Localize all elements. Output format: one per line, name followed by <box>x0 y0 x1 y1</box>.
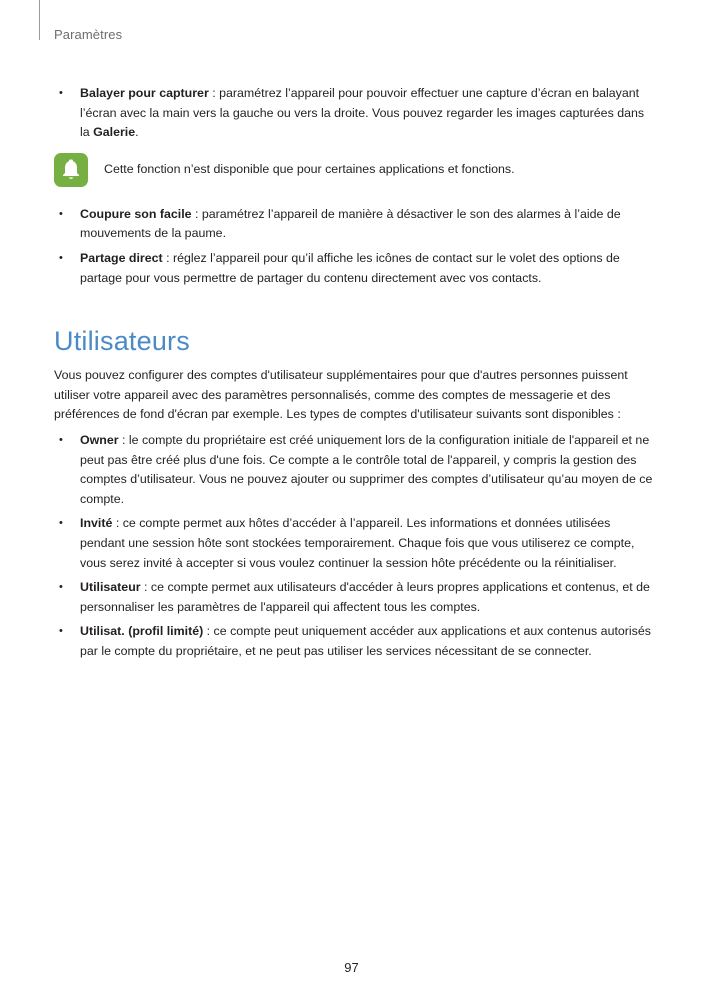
item-term: Partage direct <box>80 250 163 265</box>
item-text: : ce compte permet aux hôtes d’accéder à l’appareil. Les informations et données utilisées pendant une session hôte sont stockées temporairement. Chaque fois que vous utiliserez ce compte, vous serez invité à accepter si vous voulez continuer la session hôte précédente ou la réinitialiser. <box>80 516 635 570</box>
bullet-icon: • <box>59 517 63 530</box>
list-item <box>54 205 654 244</box>
bell-icon <box>54 153 88 187</box>
item-text: : ce compte permet aux utilisateurs d'accéder à leurs propres applications et contenus, et de personnaliser les paramètres de l'appareil qui affectent tous les comptes. <box>80 580 650 614</box>
bullet-icon: • <box>59 433 63 446</box>
page-content <box>54 84 654 666</box>
list-item <box>54 84 654 143</box>
section-intro: Vous pouvez configurer des comptes d'utilisateur supplémentaires pour que d'autres personnes puissent utiliser votre appareil avec des paramètres personnalisés, comme des comptes de messagerie et des préférences de fond d'écran par exemple. Les types de comptes d'utilisateur suivants sont disponibles : <box>54 368 628 422</box>
top-bullet-list <box>54 84 654 143</box>
item-text-end: . <box>135 125 139 140</box>
header-rule <box>39 0 40 40</box>
info-note <box>54 153 654 193</box>
item-term: Utilisat. (profil limité) <box>80 624 204 639</box>
list-item <box>54 578 654 617</box>
middle-bullet-list <box>54 205 654 288</box>
bullet-icon: • <box>59 207 63 220</box>
item-text: : paramétrez l’appareil de manière à désactiver le son des alarmes à l’aide de mouvements de la paume. <box>80 206 621 241</box>
page-number: 97 <box>344 960 359 975</box>
section-heading: Utilisateurs <box>54 326 190 357</box>
item-term: Utilisateur <box>80 580 141 595</box>
bullet-icon: • <box>59 87 63 99</box>
bullet-icon: • <box>59 625 63 638</box>
note-text: Cette fonction n’est disponible que pour certaines applications et fonctions. <box>104 161 515 176</box>
item-term: Coupure son facile <box>80 206 192 221</box>
item-text: : paramétrez l’appareil pour pouvoir effectuer une capture d’écran en balayant l’écran avec la main vers la gauche ou vers la droite. Vous pouvez regarder les images capturées dans la <box>80 86 645 140</box>
bullet-icon: • <box>59 581 63 594</box>
list-item <box>54 431 654 509</box>
item-text: : ce compte peut uniquement accéder aux applications et aux contenus autorisés par le compte du propriétaire, et ne peut pas utiliser les services nécessitant de se connecter. <box>80 624 651 658</box>
list-item <box>54 249 654 288</box>
account-types-list <box>54 431 654 662</box>
item-term: Owner <box>80 432 119 447</box>
item-term: Balayer pour capturer <box>80 86 209 100</box>
bullet-icon: • <box>59 251 63 264</box>
item-text: : réglez l’appareil pour qu’il affiche les icônes de contact sur le volet des options de partage pour vous permettre de partager du contenu directement avec vos contacts. <box>80 250 620 285</box>
item-term: Invité <box>80 516 113 531</box>
list-item <box>54 514 654 573</box>
running-header: Paramètres <box>54 27 123 42</box>
item-reference: Galerie <box>93 125 136 140</box>
item-text: : le compte du propriétaire est créé uniquement lors de la configuration initiale de l'appareil et ne peut pas être créé plus d'une fois. Ce compte a le contrôle total de l'appareil, y compris la gestion des comptes d’utilisateur. Vous ne pouvez ajouter ou supprimer des comptes d’utilisateur qu’au moyen de ce compte. <box>80 432 653 506</box>
list-item <box>54 622 654 661</box>
